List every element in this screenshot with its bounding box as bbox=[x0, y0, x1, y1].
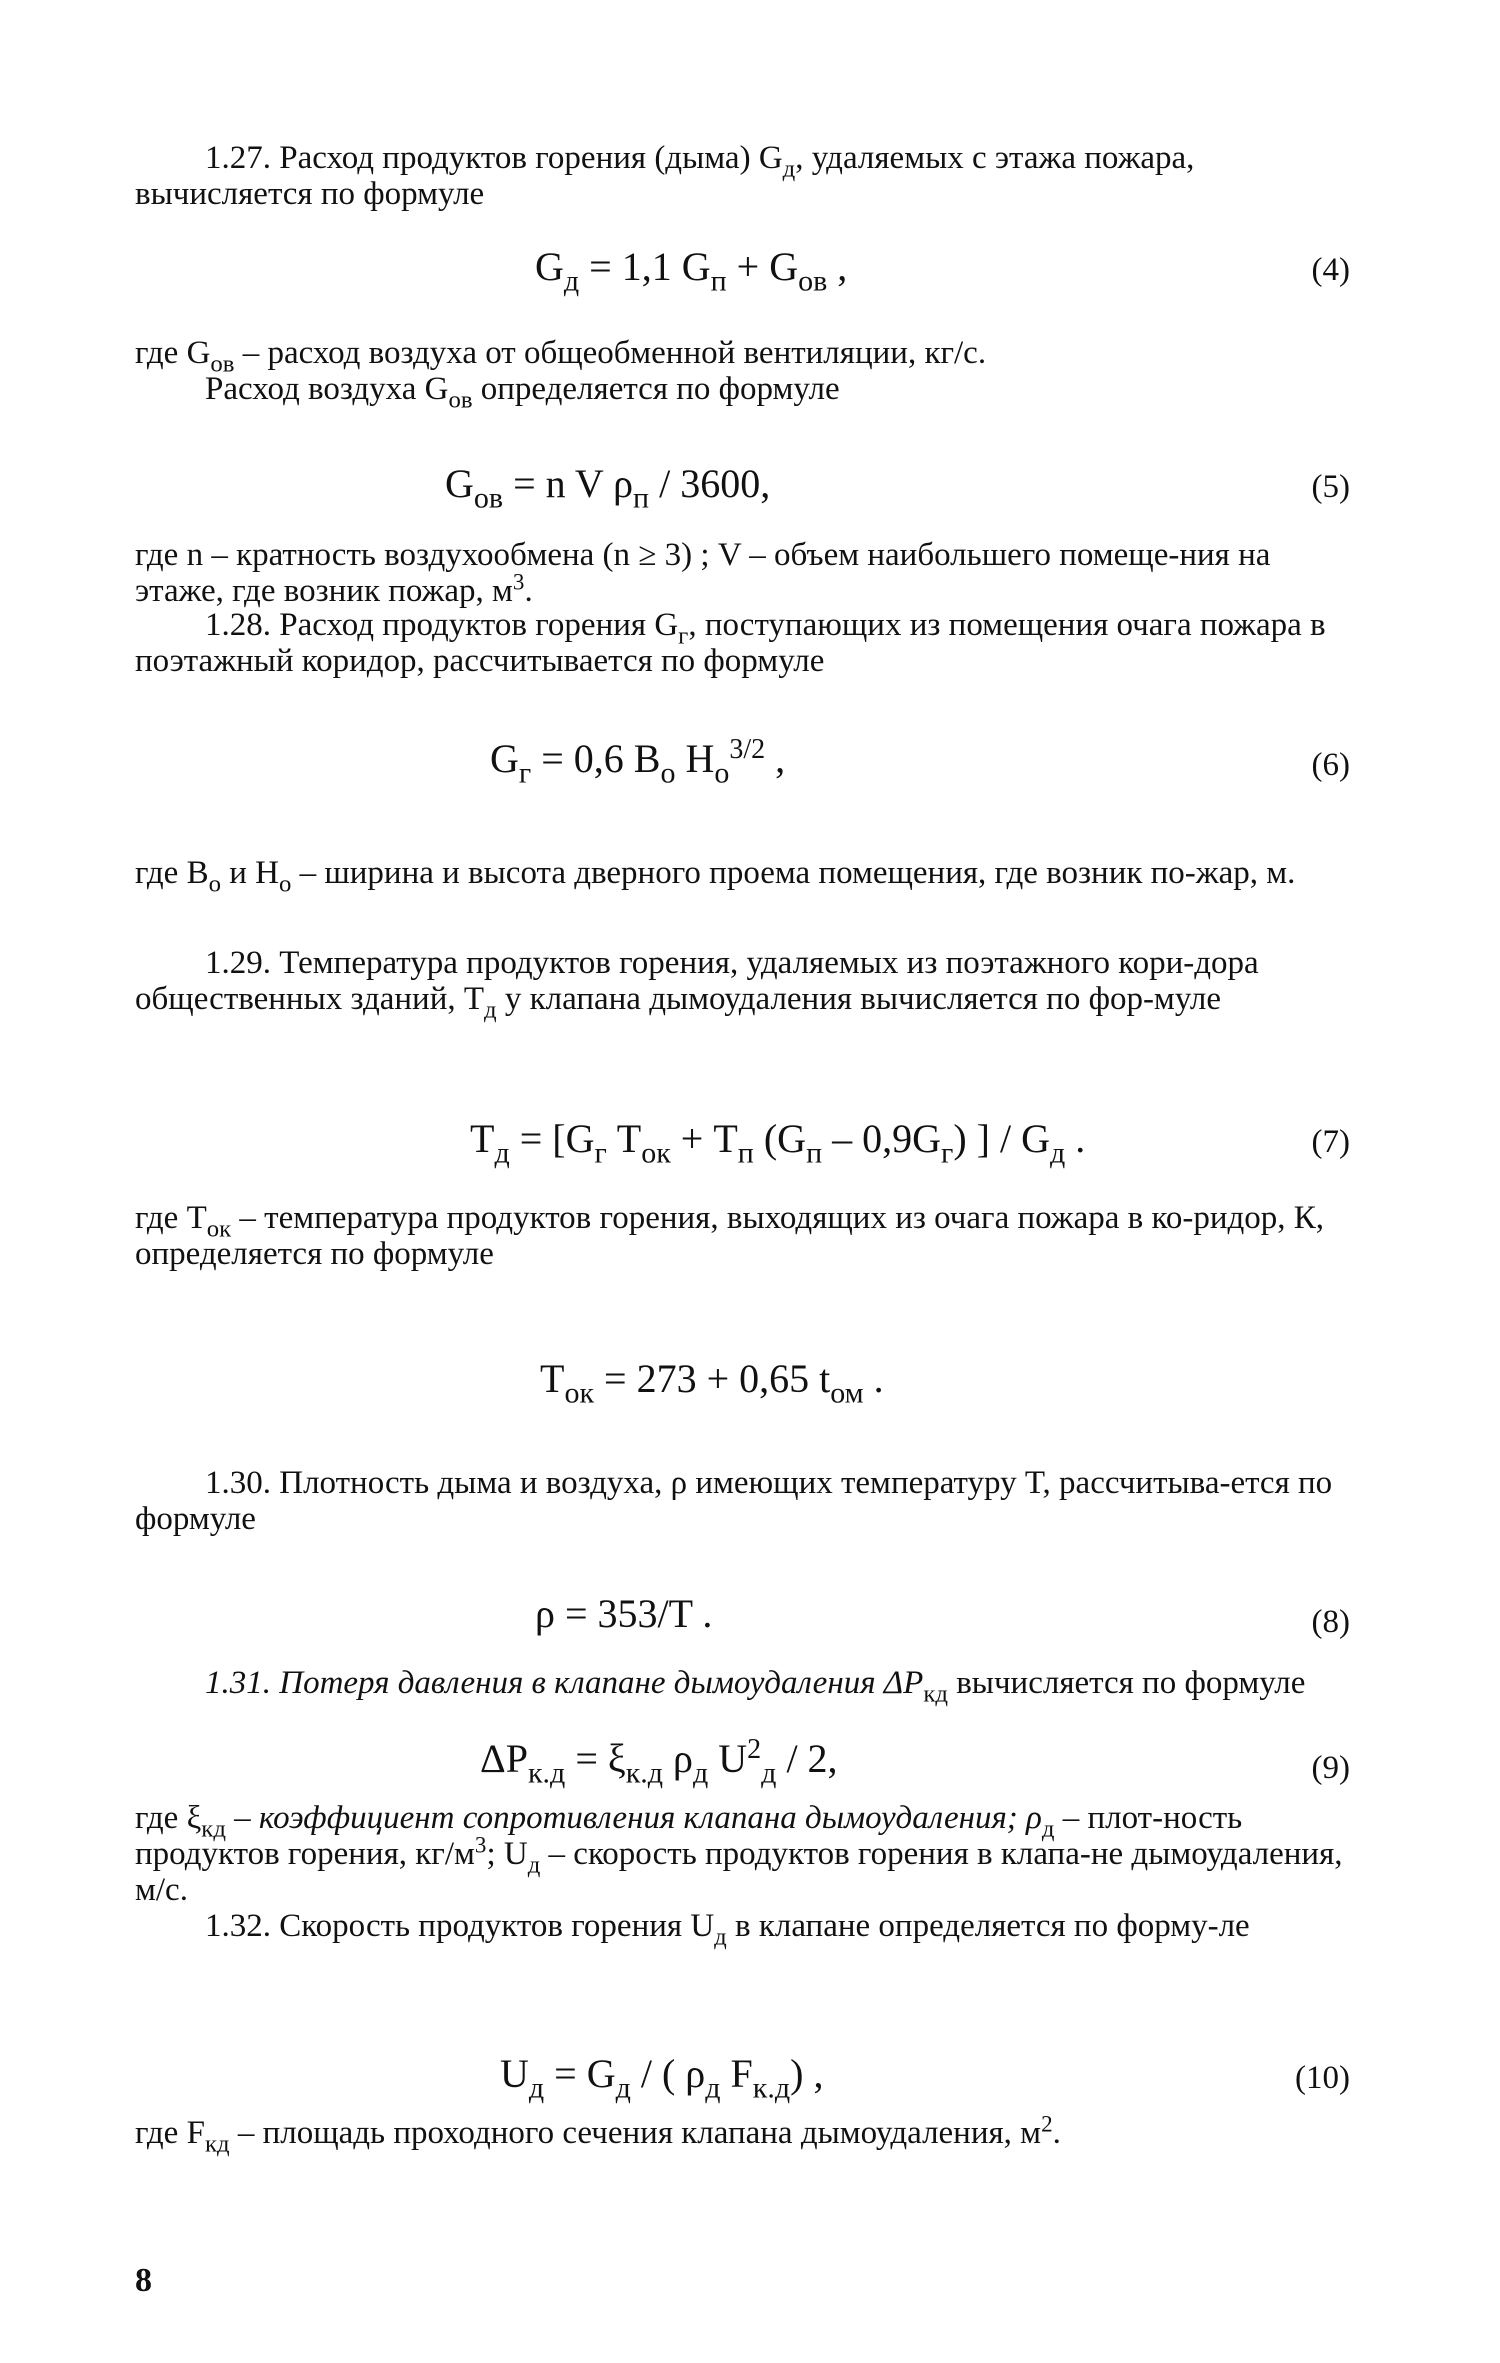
formula-10-number: (10) bbox=[1295, 2060, 1350, 2096]
paragraph-1-29: 1.29. Температура продуктов горения, удаляемых из поэтажного кори-дора общественных зданий, $T_д$ у клапана дымоудаления вычисляется по фор-муле bbox=[135, 945, 1259, 1024]
paragraph-1-32: 1.32. Скорость продуктов горения $U_д$ в клапане определяется по форму-ле bbox=[205, 1908, 1250, 1951]
where-7: где $T_{ок}$ – температура продуктов горения, выходящих из очага пожара в ко-ридор, К, определяется по формуле bbox=[135, 1200, 1325, 1272]
paragraph-1-30: 1.30. Плотность дыма и воздуха, ρ имеющих температуру T, рассчитыва-ется по формуле bbox=[135, 1465, 1333, 1537]
formula-7-number: (7) bbox=[1311, 1124, 1350, 1160]
formula-7: $T_д = [G_г$ $T_{ок} + T_п$ $(G_п - 0,9G_г)$ ] / $G_д$ . bbox=[470, 1116, 1086, 1170]
formula-9: $\Delta P_{к.д} = \xi_{к.д}$ $\rho_д$ $U^2_д / 2$, bbox=[480, 1734, 838, 1790]
formula-5-number: (5) bbox=[1311, 469, 1350, 505]
where-4: где $G_{ов}$ – расход воздуха от общеобменной вентиляции, кг/с. Расход воздуха $G_{ов}$ определяется по формуле bbox=[135, 335, 987, 414]
formula-5: $G_{ов} = n$ V $\rho_п / 3600$, bbox=[445, 461, 771, 515]
formula-4-number: (4) bbox=[1311, 252, 1350, 288]
page-number: 8 bbox=[135, 2262, 152, 2299]
formula-6-number: (6) bbox=[1311, 747, 1350, 783]
formula-9-number: (9) bbox=[1311, 1750, 1350, 1786]
formula-8-number: (8) bbox=[1311, 1604, 1350, 1640]
paragraph-1-27: 1.27. Расход продуктов горения (дыма) $G_д$, удаляемых с этажа пожара, вычисляется по формуле bbox=[135, 140, 1195, 212]
formula-10: $U_д = G_д$ / ( $\rho_д$ $F_{к.д}$) , bbox=[500, 2051, 824, 2105]
formula-6: $G_г = 0,6$ $B_o$ $H_o^{3/2}$ , bbox=[490, 734, 786, 790]
formula-8: ρ = 353/T . bbox=[535, 1591, 713, 1636]
formula-4: $G_д = 1,1$ $G_п + G_{ов}$ , bbox=[535, 244, 848, 298]
paragraph-1-28: 1.28. Расход продуктов горения $G_г$, поступающих из помещения очага пожара в поэтажный коридор, рассчитывается по формуле bbox=[135, 607, 1326, 679]
where-6: где $B_o$ и $H_o$ – ширина и высота дверного проема помещения, где возник по-жар, м. bbox=[135, 855, 1296, 898]
formula-t-ok: $T_{ок} = 273 + 0,65$ $t_{ом}$ . bbox=[540, 1356, 884, 1410]
where-9: где $\xi_{кд}$ – коэффициент сопротивления клапана дымоудаления; $\rho_д$ – плот-ность продуктов горения, $кг/м^3$; $U_д$ – скорость продуктов горения в клапа-не дымоудаления, м/с. bbox=[135, 1800, 1343, 1908]
paragraph-1-31: 1.31. Потеря давления в клапане дымоудаления $\Delta P_{кд}$ вычисляется по формуле bbox=[205, 1665, 1306, 1708]
where-10: где $F_{кд}$ – площадь проходного сечения клапана дымоудаления, $м^2$. bbox=[135, 2110, 1061, 2158]
where-5: где n – кратность воздухообмена (n ≥ 3) ; V – объем наибольшего помеще-ния на этаже, где возник пожар, $м^3$. bbox=[135, 537, 1271, 609]
